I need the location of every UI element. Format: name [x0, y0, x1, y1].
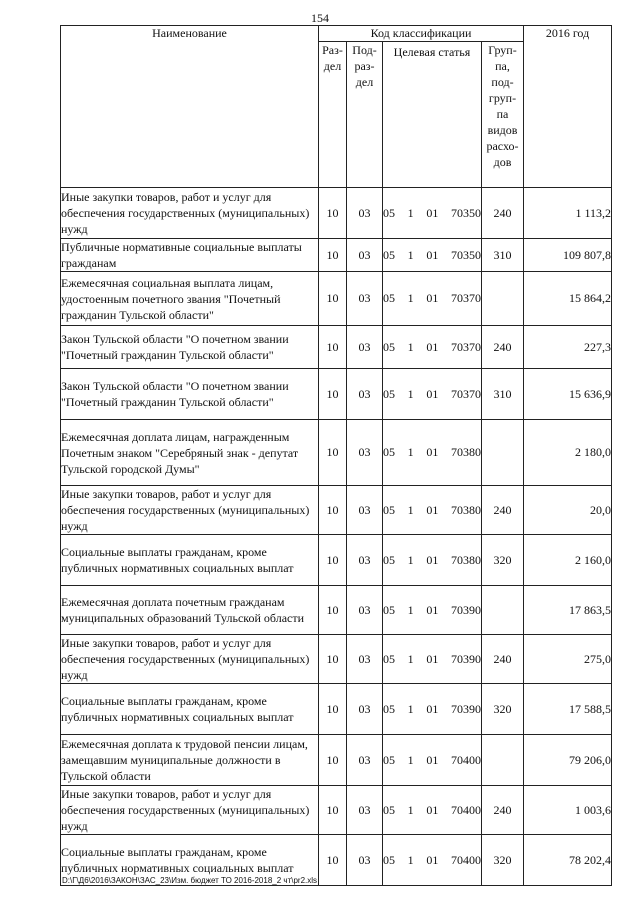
row-target-code	[383, 786, 482, 835]
table-row	[61, 272, 612, 326]
footer-file-path: D:\Г\Д6\2016\ЗАКОН\ЗАС_23\Изм. бюджет ТО 2016-2018_2 чт\pr2.xls	[62, 876, 318, 885]
row-target-code	[383, 635, 482, 684]
header-target: Целевая статья	[383, 42, 482, 188]
target-activity: 01	[426, 339, 439, 354]
row-section: 10	[319, 239, 347, 272]
target-program: 05	[383, 502, 395, 517]
header-row	[61, 26, 612, 42]
row-expense-group: 240	[482, 786, 524, 835]
target-activity: 01	[426, 852, 439, 867]
row-section: 10	[319, 420, 347, 486]
row-section: 10	[319, 326, 347, 369]
header-code-group: Код классификации	[319, 26, 524, 42]
row-expense-group: 320	[482, 684, 524, 735]
row-expense-group: 240	[482, 635, 524, 684]
target-direction: 70390	[450, 602, 481, 617]
row-expense-group	[482, 420, 524, 486]
row-amount: 2 180,0	[524, 420, 612, 486]
table-row	[61, 420, 612, 486]
target-program: 05	[383, 386, 395, 401]
target-subprogram: 1	[407, 651, 414, 666]
row-subsection: 03	[347, 369, 383, 420]
row-subsection: 03	[347, 684, 383, 735]
row-expense-group: 320	[482, 835, 524, 886]
row-expense-group	[482, 272, 524, 326]
row-subsection: 03	[347, 272, 383, 326]
target-activity: 01	[426, 802, 439, 817]
row-amount: 79 206,0	[524, 735, 612, 786]
row-expense-group	[482, 735, 524, 786]
budget-table	[60, 25, 612, 886]
row-section: 10	[319, 486, 347, 535]
target-subprogram: 1	[407, 205, 414, 220]
row-section: 10	[319, 188, 347, 239]
target-activity: 01	[426, 386, 439, 401]
row-name: Социальные выплаты гражданам, кроме публичных нормативных социальных выплат	[61, 535, 319, 586]
row-subsection: 03	[347, 835, 383, 886]
target-activity: 01	[426, 205, 439, 220]
table-row	[61, 735, 612, 786]
target-direction: 70400	[450, 852, 481, 867]
target-activity: 01	[426, 752, 439, 767]
table-row	[61, 786, 612, 835]
row-expense-group: 310	[482, 369, 524, 420]
row-amount: 78 202,4	[524, 835, 612, 886]
row-section: 10	[319, 369, 347, 420]
row-amount: 15 864,2	[524, 272, 612, 326]
row-target-code	[383, 486, 482, 535]
target-subprogram: 1	[407, 386, 414, 401]
table-row	[61, 684, 612, 735]
target-subprogram: 1	[407, 247, 414, 262]
target-activity: 01	[426, 291, 439, 305]
table-row	[61, 635, 612, 684]
row-name: Иные закупки товаров, работ и услуг для обеспечения государственных (муниципальных) нужд	[61, 786, 319, 835]
row-amount: 275,0	[524, 635, 612, 684]
row-subsection: 03	[347, 326, 383, 369]
target-program: 05	[383, 651, 395, 666]
target-direction: 70370	[450, 386, 481, 401]
row-name: Социальные выплаты гражданам, кроме публичных нормативных социальных выплат	[61, 835, 319, 886]
row-subsection: 03	[347, 188, 383, 239]
row-section: 10	[319, 586, 347, 635]
row-section: 10	[319, 735, 347, 786]
row-target-code	[383, 586, 482, 635]
target-direction: 70370	[450, 339, 481, 354]
row-expense-group: 240	[482, 486, 524, 535]
target-subprogram: 1	[407, 291, 414, 305]
target-program: 05	[383, 339, 395, 354]
target-program: 05	[383, 602, 395, 617]
header-subsection: Под- раз- дел	[347, 42, 383, 188]
target-direction: 70350	[450, 247, 481, 262]
row-subsection: 03	[347, 535, 383, 586]
target-subprogram: 1	[407, 701, 414, 716]
row-section: 10	[319, 684, 347, 735]
target-program: 05	[383, 205, 395, 220]
table-row	[61, 326, 612, 369]
row-amount: 20,0	[524, 486, 612, 535]
table-row	[61, 535, 612, 586]
row-amount: 109 807,8	[524, 239, 612, 272]
row-section: 10	[319, 635, 347, 684]
target-activity: 01	[426, 701, 439, 716]
row-subsection: 03	[347, 586, 383, 635]
row-name: Публичные нормативные социальные выплаты гражданам	[61, 239, 319, 272]
row-section: 10	[319, 535, 347, 586]
row-expense-group: 240	[482, 188, 524, 239]
target-subprogram: 1	[407, 802, 414, 817]
table-row	[61, 188, 612, 239]
target-activity: 01	[426, 651, 439, 666]
row-name: Закон Тульской области "О почетном звании "Почетный гражданин Тульской области"	[61, 369, 319, 420]
row-name: Ежемесячная доплата лицам, награжденным Почетным знаком "Серебряный знак - депутат Тульской городской Думы"	[61, 420, 319, 486]
target-subprogram: 1	[407, 852, 414, 867]
row-expense-group: 320	[482, 535, 524, 586]
row-section: 10	[319, 272, 347, 326]
target-program: 05	[383, 852, 395, 867]
target-program: 05	[383, 552, 395, 567]
row-target-code	[383, 188, 482, 239]
row-target-code	[383, 535, 482, 586]
row-name: Социальные выплаты гражданам, кроме публичных нормативных социальных выплат	[61, 684, 319, 735]
row-subsection: 03	[347, 635, 383, 684]
target-subprogram: 1	[407, 339, 414, 354]
target-subprogram: 1	[407, 752, 414, 767]
row-target-code	[383, 272, 482, 326]
target-direction: 70390	[450, 701, 481, 716]
row-amount: 1 003,6	[524, 786, 612, 835]
row-subsection: 03	[347, 786, 383, 835]
row-subsection: 03	[347, 420, 383, 486]
target-direction: 70400	[450, 752, 481, 767]
row-target-code	[383, 369, 482, 420]
target-program: 05	[383, 752, 395, 767]
target-subprogram: 1	[407, 445, 414, 459]
target-direction: 70380	[450, 502, 481, 517]
row-amount: 1 113,2	[524, 188, 612, 239]
table-body	[61, 188, 612, 886]
row-subsection: 03	[347, 486, 383, 535]
row-amount: 17 863,5	[524, 586, 612, 635]
target-direction: 70400	[450, 802, 481, 817]
row-section: 10	[319, 835, 347, 886]
row-target-code	[383, 239, 482, 272]
row-subsection: 03	[347, 239, 383, 272]
target-activity: 01	[426, 445, 439, 459]
target-subprogram: 1	[407, 552, 414, 567]
row-target-code	[383, 684, 482, 735]
target-activity: 01	[426, 502, 439, 517]
header-expense-group: Груп- па, под- груп- па видов расхо- дов	[482, 42, 524, 188]
target-activity: 01	[426, 602, 439, 617]
row-amount: 17 588,5	[524, 684, 612, 735]
target-direction: 70380	[450, 552, 481, 567]
row-subsection: 03	[347, 735, 383, 786]
row-amount: 227,3	[524, 326, 612, 369]
row-name: Иные закупки товаров, работ и услуг для обеспечения государственных (муниципальных) нужд	[61, 486, 319, 535]
target-program: 05	[383, 445, 395, 459]
row-expense-group	[482, 586, 524, 635]
target-program: 05	[383, 247, 395, 262]
target-direction: 70350	[450, 205, 481, 220]
target-subprogram: 1	[407, 602, 414, 617]
row-expense-group: 310	[482, 239, 524, 272]
target-direction: 70380	[450, 445, 481, 459]
row-target-code	[383, 420, 482, 486]
target-program: 05	[383, 802, 395, 817]
row-target-code	[383, 735, 482, 786]
table-row	[61, 369, 612, 420]
target-program: 05	[383, 701, 395, 716]
row-target-code	[383, 326, 482, 369]
row-amount: 2 160,0	[524, 535, 612, 586]
target-activity: 01	[426, 247, 439, 262]
row-name: Ежемесячная социальная выплата лицам, удостоенным почетного звания "Почетный гражданин Тульской области"	[61, 272, 319, 326]
row-name: Закон Тульской области "О почетном звании "Почетный гражданин Тульской области"	[61, 326, 319, 369]
target-activity: 01	[426, 552, 439, 567]
row-target-code	[383, 835, 482, 886]
table-row	[61, 486, 612, 535]
target-subprogram: 1	[407, 502, 414, 517]
row-amount: 15 636,9	[524, 369, 612, 420]
table-row	[61, 239, 612, 272]
header-name: Наименование	[61, 26, 319, 188]
row-expense-group: 240	[482, 326, 524, 369]
row-name: Иные закупки товаров, работ и услуг для обеспечения государственных (муниципальных) нужд	[61, 188, 319, 239]
page-number: 154	[311, 11, 329, 25]
row-name: Ежемесячная доплата почетным гражданам муниципальных образований Тульской области	[61, 586, 319, 635]
target-direction: 70390	[450, 651, 481, 666]
header-section: Раз- дел	[319, 42, 347, 188]
row-section: 10	[319, 786, 347, 835]
target-program: 05	[383, 291, 395, 305]
header-year: 2016 год	[524, 26, 612, 188]
target-direction: 70370	[450, 291, 481, 305]
row-name: Иные закупки товаров, работ и услуг для обеспечения государственных (муниципальных) нужд	[61, 635, 319, 684]
row-name: Ежемесячная доплата к трудовой пенсии лицам, замещавшим муниципальные должности в Тульской области	[61, 735, 319, 786]
table-row	[61, 586, 612, 635]
